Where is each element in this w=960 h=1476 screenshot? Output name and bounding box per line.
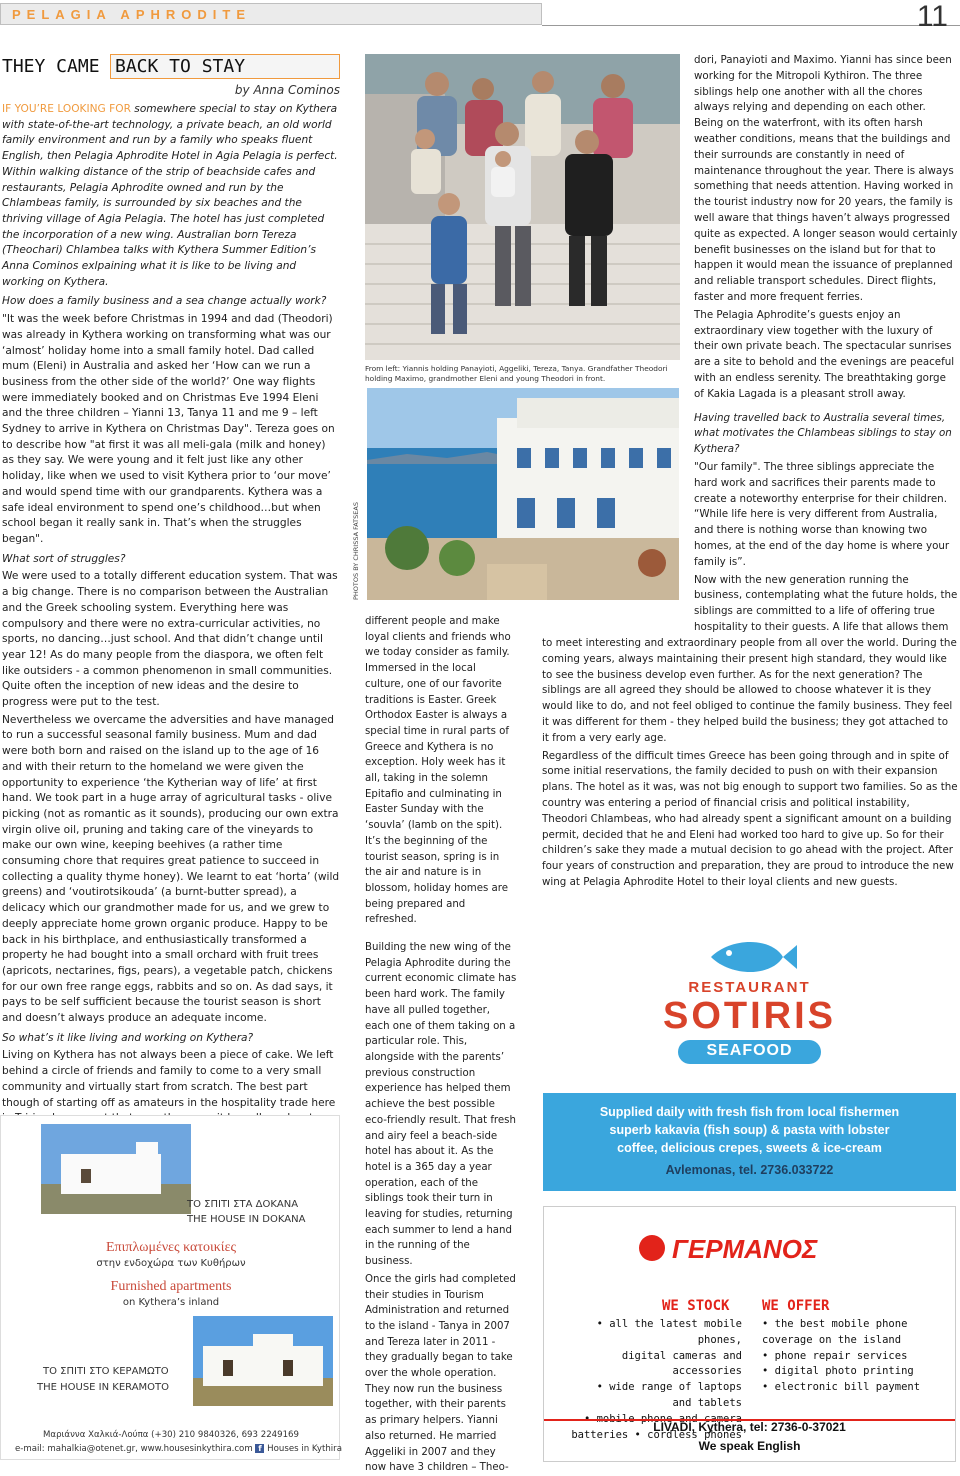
article-column-3-wide [542,636,958,906]
photo-credit: PHOTOS BY CHRISSA FATSEAS [352,502,360,600]
keramoto-house-image [193,1316,333,1406]
offer-item: • phone repair services [762,1349,908,1362]
contact-email[interactable]: e-mail: mahalkia@otenet.gr, www.housesinkythira.com [15,1444,253,1454]
col3-para-2: The Pelagia Aphrodite’s guests enjoy an extraordinary view together with the luxury of their own private beach. The spectacular sunrises are a site to behold and the evenings are peaceful with an endless serenity. The breathtaking gorge of Kakia Lagada is a pleasant stroll away. [694,308,955,400]
keramoto-label-gr: ΤΟ ΣΠΙΤΙ ΣΤΟ ΚΕΡΑΜΩΤΟ [43,1366,169,1377]
hotel-photo [367,388,679,600]
offer-item: • electronic bill payment [762,1381,921,1394]
dokana-house-image [41,1124,191,1214]
contact-email-line [15,1444,342,1454]
photo-caption: From left: Yiannis holding Panayioti, Aggeliki, Tereza, Tanya. Grandfather Theodori holding Maximo, grandmother Eleni and young Theodori in front. [365,364,668,383]
article-column-2 [365,614,517,1474]
furnished-houses-gr: Επιπλωμένες κατοικίες [106,1240,236,1255]
we-stock-heading: WE STOCK [662,1298,730,1314]
we-offer-heading: WE OFFER [762,1298,830,1314]
answer-1: "It was the week before Christmas in 1994 and dad (Theodori) was already in Kythera working on transforming what was our ‘almost’ holiday home into a small family hotel. Dad called mum (Eleni) in Australia and asked her ‘How can we run a business from the other side of the world?’ One way flights were immediately booked and on Christmas Eve 1994 Eleni and the three children – Yianni 13, Tanya 11 and me 9 – left Sydney to arrive in Kythera on Christmas Day". Tereza goes on to describe how "at first it was all meli-gala (milk and honey) as they say. We were young and it felt just like any other holiday, like when we used to visit Kythera prior to ‘our move’ and would spend time with our grandparents. Kythera was a safe ideal environment to spend one’s childhood…but when school began it really sank in. That’s when the struggles began". [2,313,335,545]
keramoto-label-en: THE HOUSE IN KERAMOTO [37,1382,170,1393]
inland-gr: στην ενδοχώρα των Κυθήρων [96,1258,246,1269]
stock-item: • wide range of laptops [596,1381,742,1394]
question-3: So what’s it like living and working on Kythera? [2,1031,254,1044]
article-title-part2: BACK TO STAY [115,56,246,77]
answer-2-para-1: We were used to a totally different education system. That was a big change. There is no comparison between the Australian and the Greek schooling system. Everything here was compulsory and there were no extra-curricular activities, no sports, no dancing…just school. And that didn’t change until year 12! As do many people from the diaspora, we often felt like outsiders - a common phenomenon in small communities. Quite often the inception of new ideas and the desire to progress were put to the test. [2,570,338,709]
dokana-label-gr: ΤΟ ΣΠΙΤΙ ΣΤΑ ΔΟΚΑΝΑ [187,1199,299,1210]
germanos-advertisement [543,1206,956,1462]
stock-item: and tablets [672,1396,742,1409]
sotiris-name: SOTIRIS [662,995,837,1037]
col2-para-3: Once the girls had completed their studies in Tourism Administration and returned to the island - Tanya in 2007 and Tereza later in 2011 - they gradually began to take over the whole operation. They now run the business together, with their parents as primary helpers. Yianni also returned. He married Aggeliki in 2007 and they now have 3 children – Theo- [365,1273,516,1474]
stock-item: • all the latest mobile phones, [596,1318,742,1346]
col2-para-2: Building the new wing of the Pelagia Aphrodite during the current economic climate has been hard work. The family have all pulled together, each one of them taking on a particular role. This, alongside with the parents’ previous construction experience has helped them achieve the best possible eco-friendly result. That fresh and airy feel a beach-side hotel has about it. As the hotel is a 365 day a year operation, each of the siblings took their turn in leaving for studies, returning each summer to lend a hand in the running of the business. [365,942,517,1268]
byline: by Anna Cominos [234,83,340,97]
germanos-address-text: LIVADI, Kythera, tel: 2736-0-37021 [653,1420,846,1434]
question-1: How does a family business and a sea change actually work? [2,295,327,308]
answer-2-para-2: Nevertheless we overcame the adversities and have managed to run a successful seasonal family business. Mum and dad were both born and raised on the island up to the age of 16 and with their return to the homeland we were given the opportunity to experience ‘the Kytherian way of life’ at first hand. We took part in a huge array of agricultural tasks - olive picking (not as romantic as it sounds), producing our own extra virgin olive oil, pruning and taking care of the vineyards to make our own wine, keeping beehives (a rather time consuming chore that requires great patience to succeed in collecting a quality thyme honey). We learnt to eat ‘horta’ (wild greens) and ‘voutirotsikouda’ (a burnt-butter spread), a delicacy which our grandmother made for us, and we grew to deeply appreciate home grown organic produce. Happy to be back in his birthplace, and enthusiastically transformed a property he had bought into a small orchard with fruit trees (apricots, nectarines, figs, pears), a vegetable patch, chickens for our own free range eggs, rabbits and so on. As dad says, it pays to be self sufficient because the tourist season is short and doesn’t always produce an adequate income. [2,713,340,1025]
sotiris-advertisement [543,929,956,1191]
houses-advertisement [0,1115,340,1460]
answer-4-para-1: "Our family". The three siblings appreciate the hard work and sacrifices their parents made to create a noteworthy enterprise for their children. “While life here is very different from Australia, and there is nothing worse than knowing two homes, at the end of the day home is where your family is”. [694,460,950,568]
family-photo [365,54,680,360]
contact-phone: Μαριάννα Χαλκιά-Λούπα (+30) 210 9840326, 693 2249169 [42,1430,299,1440]
sotiris-contact: Avlemonas, tel. 2736.033722 [665,1163,834,1177]
hotel-photo-illustration [367,388,679,600]
answer-4-para-2-rest: to meet interesting and extraordinary people from all over the world. During the coming years, always maintaining their present high standard, they would like to see the business develop even further. As for the next generation? The siblings are all agreed they should be allowed to choose whatever it is they would like to do, and not feel obliged to continue the family business. They feel it was different for them - they helped build the business; they got attached to it from a very early age. [542,637,957,744]
col2-para-1: different people and make loyal clients and friends who we today consider as family. Immersed in the local culture, one of our favorite traditions is Easter. Greek Orthodox Easter is always a special time in rural parts of Greece and Kythera is no exception. Holy week has it all, taking in the solemn Epitafio and culminating in Easter Sunday with the ‘souvla’ (lamb on the spit). It’s the beginning of the tourist season, spring is in the air and nature is in blossom, holiday homes are being prepared and refreshed. [365,616,511,926]
germanos-address [544,1420,955,1434]
section-title: PELAGIA APHRODITE [12,7,251,22]
page-number: 11 [916,0,948,33]
facebook-icon: f [255,1444,264,1453]
germanos-logo-icon [639,1235,665,1261]
article-column-3 [694,53,958,638]
offer-list [762,1317,952,1396]
offer-item: coverage on the island [762,1333,902,1346]
dokana-label-en: THE HOUSE IN DOKANA [187,1214,306,1225]
question-2: What sort of struggles? [2,552,126,565]
offer-item: • the best mobile phone [762,1318,908,1330]
question-4: Having travelled back to Australia several times, what motivates the Chlambeas siblings to stay on Kythera? [694,411,952,456]
article-column-1 [2,102,340,1109]
fish-icon [701,935,797,979]
restaurant-label: RESTAURANT [688,979,811,996]
article-title-part1: THEY CAME [2,56,100,77]
seafood-label: SEAFOOD [706,1042,793,1059]
we-speak-english: We speak English [698,1439,801,1453]
answer-4-para-2-start: Now with the new generation running the business, contemplating what the future holds, the siblings are committed to a life of offering true hospitality to their guests. A life that allows them [694,573,958,633]
intro-lead: IF YOU’RE LOOKING FOR [2,103,131,115]
facebook-page[interactable]: Houses in Kythira [267,1444,342,1454]
col3-para-1: dori, Panayioti and Maximo. Yianni has since been working for the Mitropoli Kythiron. The three siblings help one another with all the chores always relying and depending on each other. Being on the waterfront, with its often harsh weather conditions, means that the buildings and their surrounds are constantly in need of maintenance throughout the year. There is always something that needs attention. Having worked in the tourist industry now for 20 years, the family is well aware that things haven’t always progressed quite as expected. A longer season would certainly benefit businesses on the island but for that to happen it would mean the issuance of preplanned and reliable transport schedules. Direct flights, faster and more frequent ferries. [694,54,958,303]
germanos-brand: ΓΕΡΜΑΝΟΣ [672,1234,818,1264]
header-rule [542,25,960,26]
sotiris-line-2: superb kakavia (fish soup) & pasta with lobster [609,1123,890,1137]
answer-3-para-1: Living on Kythera has not always been a piece of cake. We left behind a circle of friends and family to come to a very small community and virtually start from scratch. The best part though of starting off as amateurs in the hospitality trade here [2,1049,336,1109]
sotiris-line-3: coffee, delicious crepes, sweets & ice-cream [617,1141,882,1155]
intro-text: somewhere special to stay on Kythera with state-of-the-art technology, a private beach, an old world family environment and run by a family who speaks fluent English, then Pelagia Aphrodite Hotel in Agia Pelagia is perfect. Within walking distance of the strip of beachside cafes and restaurants, Pelagia Aphrodite owned and run by the Chlambeas family, is surrounded by six beaches and the thriving village of Agia Pelagia. The hotel has just completed the incorporation of a new wing. Australian born Tereza (Theochari) Chlambea talks with Kythera Summer Edition’s Anna Cominos exlpaining what it is like to be living and working on Kythera. [2,103,338,288]
furnished-apartments: Furnished apartments [110,1279,232,1294]
sotiris-line-1: Supplied daily with fresh fish from local fishermen [599,1105,900,1119]
offer-item: • digital photo printing [762,1365,914,1378]
stock-item: batteries • cordless phones [571,1428,742,1441]
inland-en: on Kythera’s inland [122,1297,220,1308]
answer-4-para-3: Regardless of the difficult times Greece has been going through and in spite of some initial reservations, the family decided to push on with their expansion plans. The hotel as it was, was not big enough to support two families. So as the country was entering a period of financial crisis and political instability, Theodori Chlambeas, who had already spent a significant amount on a building permit, decided that he and Eleni had worked too hard to give up. So for their children’s sake they made a mutual decision to go ahead with the project. After four years of construction and preparation, they are proud to introduce the new wing at Pelagia Aphrodite Hotel to their loyal clients and new guests. [542,749,958,888]
intro-paragraph [2,102,340,290]
family-photo-illustration [365,54,680,360]
stock-item: digital cameras and accessories [621,1349,742,1378]
